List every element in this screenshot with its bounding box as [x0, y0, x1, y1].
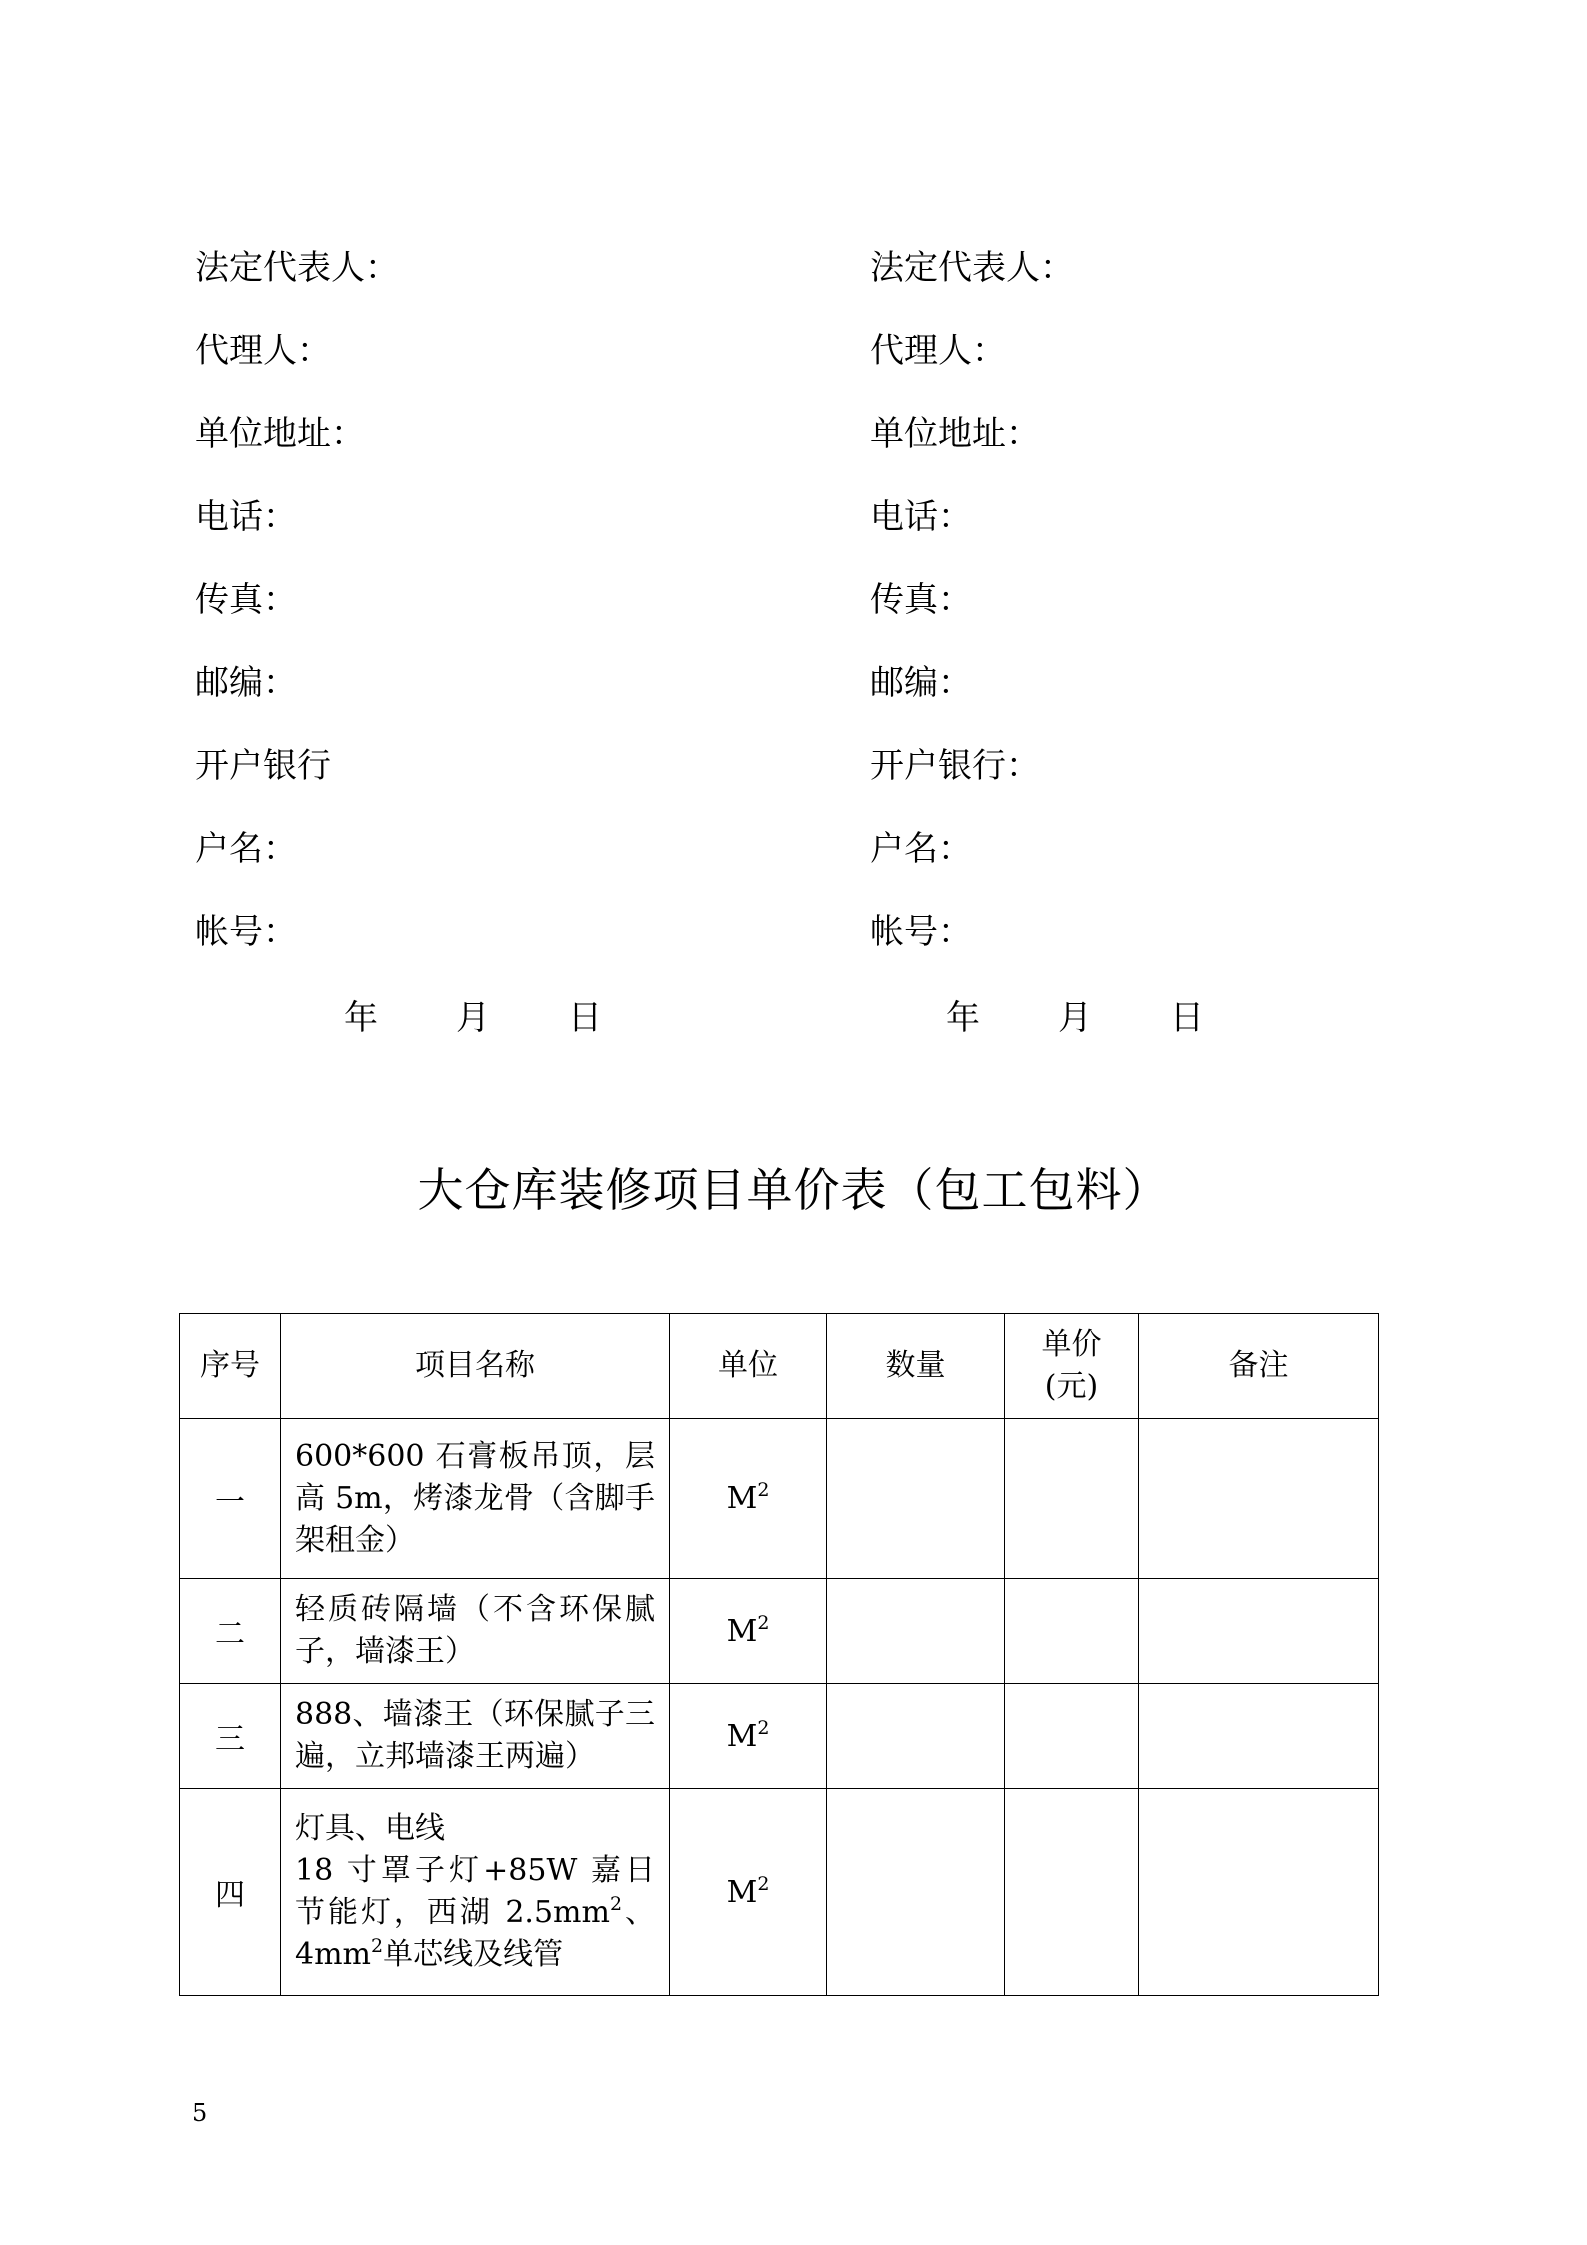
row-unit-sup: 2 [757, 1611, 770, 1634]
row-remark [1139, 1789, 1379, 1996]
row-unit-text: M [726, 1481, 758, 1516]
row-unit-price [1005, 1789, 1139, 1996]
table-header-row [180, 1314, 1379, 1419]
left-bank-label: 开户银行 [195, 746, 331, 786]
page-number: 5 [192, 2099, 208, 2127]
right-bank-label: 开户银行： [870, 746, 1040, 786]
row-item-name: 888、墙漆王（环保腻子三遍，立邦墙漆王两遍） [281, 1684, 670, 1789]
right-date-year: 年 [946, 998, 980, 1038]
table-row [180, 1579, 1379, 1684]
row-item-name-sup1: 2 [609, 1893, 623, 1915]
left-date-month: 月 [456, 998, 490, 1038]
right-fax-label: 传真： [870, 580, 972, 620]
right-account-number-label: 帐号： [870, 912, 972, 952]
header-quantity: 数量 [827, 1314, 1005, 1419]
right-postcode-label: 邮编： [870, 663, 972, 703]
left-date-day: 日 [568, 998, 602, 1038]
row-unit-sup: 2 [757, 1872, 770, 1895]
table-row [180, 1419, 1379, 1579]
left-fax-label: 传真： [195, 580, 297, 620]
right-account-name-label: 户名： [870, 829, 972, 869]
left-legal-rep-label: 法定代表人： [195, 248, 399, 288]
row-remark [1139, 1684, 1379, 1789]
row-item-name-part-a: 18 寸罩子灯+85W 嘉日节能灯，西湖 2.5mm [295, 1853, 655, 1930]
row-item-name-part-c: 单芯线及线管 [383, 1937, 564, 1972]
right-agent-label: 代理人： [870, 331, 1006, 371]
row-item-name [281, 1789, 670, 1996]
row-number: 四 [180, 1789, 281, 1996]
row-item-name-line1: 灯具、电线 [295, 1811, 445, 1846]
left-phone-label: 电话： [195, 497, 297, 537]
row-quantity [827, 1579, 1005, 1684]
row-unit-price [1005, 1419, 1139, 1579]
unit-price-table [179, 1313, 1379, 1996]
document-title: 大仓库装修项目单价表（包工包料） [417, 1163, 1170, 1217]
header-unit-price-line2: (元) [1044, 1369, 1099, 1404]
left-account-name-label: 户名： [195, 829, 297, 869]
header-unit: 单位 [670, 1314, 827, 1419]
header-remark: 备注 [1139, 1314, 1379, 1419]
row-unit-text: M [726, 1613, 758, 1649]
row-unit [670, 1789, 827, 1996]
right-address-label: 单位地址： [870, 414, 1040, 454]
table-row [180, 1684, 1379, 1789]
right-date-month: 月 [1058, 998, 1092, 1038]
row-unit [670, 1419, 827, 1579]
left-agent-label: 代理人： [195, 331, 331, 371]
row-remark [1139, 1419, 1379, 1579]
header-no: 序号 [180, 1314, 281, 1419]
row-unit-text: M [726, 1874, 758, 1910]
left-postcode-label: 邮编： [195, 663, 297, 703]
left-account-number-label: 帐号： [195, 912, 297, 952]
left-address-label: 单位地址： [195, 414, 365, 454]
row-number: 一 [180, 1419, 281, 1579]
row-unit-price [1005, 1579, 1139, 1684]
row-unit-sup: 2 [757, 1716, 770, 1739]
row-unit-text: M [726, 1718, 758, 1754]
row-unit [670, 1579, 827, 1684]
row-unit-price [1005, 1684, 1139, 1789]
row-quantity [827, 1684, 1005, 1789]
right-date-day: 日 [1170, 998, 1204, 1038]
header-unit-price-line1: 单价 [1041, 1327, 1102, 1362]
row-item-name-part-b: 、4mm [295, 1895, 656, 1972]
row-number: 二 [180, 1579, 281, 1684]
row-item-name: 轻质砖隔墙（不含环保腻子，墙漆王） [281, 1579, 670, 1684]
row-item-name-sup2: 2 [370, 1935, 384, 1957]
row-item-name: 600*600 石膏板吊顶，层高 5m，烤漆龙骨（含脚手架租金） [281, 1419, 670, 1579]
table-row [180, 1789, 1379, 1996]
row-remark [1139, 1579, 1379, 1684]
row-quantity [827, 1419, 1005, 1579]
row-unit [670, 1684, 827, 1789]
row-unit-sup: 2 [757, 1479, 770, 1501]
right-legal-rep-label: 法定代表人： [870, 248, 1074, 288]
left-date-year: 年 [344, 998, 378, 1038]
row-quantity [827, 1789, 1005, 1996]
row-number: 三 [180, 1684, 281, 1789]
header-unit-price [1005, 1314, 1139, 1419]
header-item-name: 项目名称 [281, 1314, 670, 1419]
right-phone-label: 电话： [870, 497, 972, 537]
